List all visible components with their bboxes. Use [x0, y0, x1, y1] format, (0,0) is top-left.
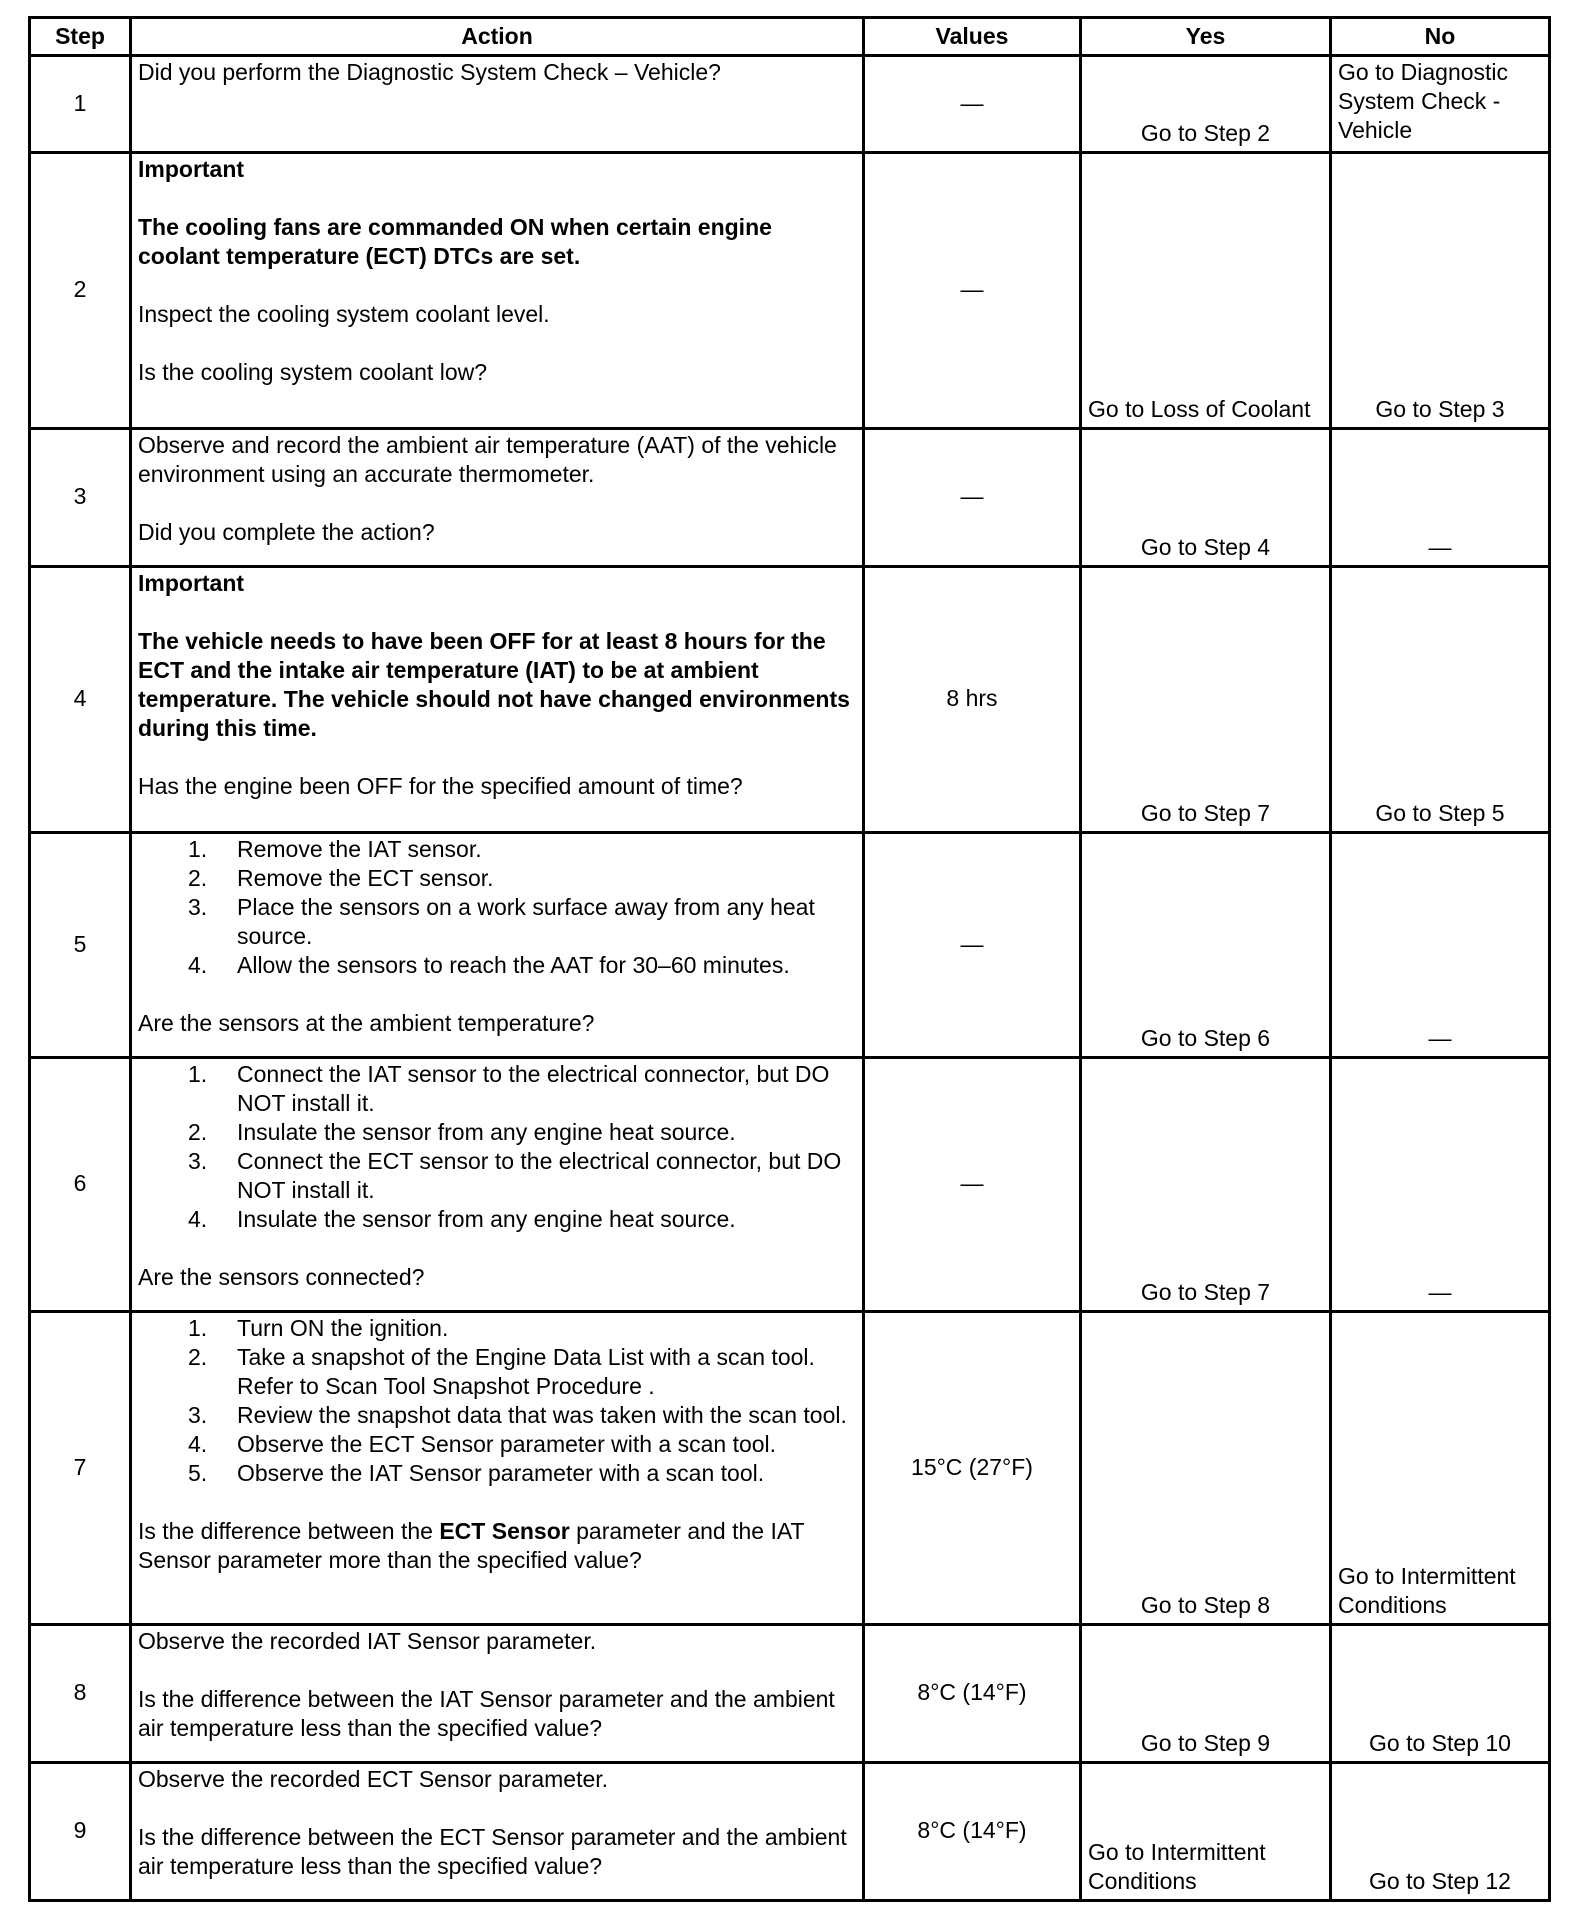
action-question: Is the difference between the IAT Sensor parameter and the ambient air temperature less than the specified value? — [138, 1686, 835, 1741]
action-text: Observe and record the ambient air temperature (AAT) of the vehicle environment using an accurate thermometer. — [138, 432, 837, 487]
action-text: Observe the recorded ECT Sensor parameter. — [138, 1766, 609, 1792]
action-cell — [131, 567, 864, 833]
action-question: Are the sensors connected? — [138, 1264, 425, 1290]
yes-link[interactable]: Go to Step 9 — [1081, 1625, 1331, 1763]
list-item: 5. Observe the IAT Sensor parameter with a scan tool. — [188, 1460, 765, 1486]
list-item: 3. Place the sensors on a work surface away from any heat source. — [188, 894, 815, 949]
values-cell: — — [864, 833, 1081, 1058]
values-cell: 8 hrs — [864, 567, 1081, 833]
yes-link[interactable]: Go to Step 6 — [1081, 833, 1331, 1058]
values-cell: 8°C (14°F) — [864, 1625, 1081, 1763]
values-cell: 8°C (14°F) — [864, 1763, 1081, 1901]
list-item: 4. Allow the sensors to reach the AAT for 30–60 minutes. — [188, 952, 790, 978]
action-cell — [131, 1312, 864, 1625]
no-value: — — [1331, 833, 1550, 1058]
action-cell — [131, 153, 864, 429]
important-note: The cooling fans are commanded ON when certain engine coolant temperature (ECT) DTCs are set. — [138, 214, 772, 269]
list-item: 1. Remove the IAT sensor. — [188, 836, 482, 862]
list-item: 3. Review the snapshot data that was taken with the scan tool. — [188, 1402, 847, 1428]
list-item: 3. Connect the ECT sensor to the electrical connector, but DO NOT install it. — [188, 1148, 842, 1203]
step-number: 5 — [30, 833, 131, 1058]
header-action: Action — [131, 18, 864, 56]
yes-link[interactable]: Go to Intermittent Conditions — [1081, 1763, 1331, 1901]
step-number: 2 — [30, 153, 131, 429]
header-yes: Yes — [1081, 18, 1331, 56]
procedure-list — [138, 1314, 856, 1488]
step-number: 4 — [30, 567, 131, 833]
values-cell: — — [864, 153, 1081, 429]
diagnostic-table — [28, 16, 1551, 1902]
procedure-list — [138, 835, 856, 980]
yes-link[interactable]: Go to Step 2 — [1081, 56, 1331, 153]
list-item: 4. Insulate the sensor from any engine heat source. — [188, 1206, 736, 1232]
table-row — [30, 56, 1550, 153]
action-question: Is the cooling system coolant low? — [138, 359, 488, 385]
step-number: 8 — [30, 1625, 131, 1763]
table-row — [30, 1625, 1550, 1763]
no-link[interactable]: Go to Diagnostic System Check - Vehicle — [1331, 56, 1550, 153]
table-row — [30, 1763, 1550, 1901]
table-row — [30, 153, 1550, 429]
values-cell: — — [864, 56, 1081, 153]
table-row — [30, 1312, 1550, 1625]
yes-link[interactable]: Go to Step 8 — [1081, 1312, 1331, 1625]
action-text: Observe the recorded IAT Sensor parameter. — [138, 1628, 597, 1654]
no-link[interactable]: Go to Step 5 — [1331, 567, 1550, 833]
important-label: Important — [138, 156, 245, 182]
table-row — [30, 1058, 1550, 1312]
action-question: Has the engine been OFF for the specified amount of time? — [138, 773, 743, 799]
header-row — [30, 18, 1550, 56]
action-cell — [131, 1058, 864, 1312]
no-value: — — [1331, 1058, 1550, 1312]
action-text: Did you perform the Diagnostic System Check – Vehicle? — [138, 59, 721, 85]
important-note: The vehicle needs to have been OFF for at least 8 hours for the ECT and the intake air temperature (IAT) to be at ambient temperature. The vehicle should not have changed environments during this time. — [138, 628, 850, 741]
table-row — [30, 567, 1550, 833]
yes-link[interactable]: Go to Step 7 — [1081, 1058, 1331, 1312]
no-link[interactable]: Go to Step 12 — [1331, 1763, 1550, 1901]
action-cell — [131, 833, 864, 1058]
list-item: 4. Observe the ECT Sensor parameter with a scan tool. — [188, 1431, 777, 1457]
action-question: Is the difference between the ECT Sensor parameter and the IAT Sensor parameter more than the specified value? — [138, 1518, 805, 1573]
list-item: 2. Remove the ECT sensor. — [188, 865, 494, 891]
action-text: Inspect the cooling system coolant level. — [138, 301, 550, 327]
action-question: Are the sensors at the ambient temperature? — [138, 1010, 595, 1036]
list-item: 2. Take a snapshot of the Engine Data List with a scan tool. Refer to Scan Tool Snapshot Procedure . — [188, 1344, 815, 1399]
action-cell — [131, 429, 864, 567]
important-label: Important — [138, 570, 245, 596]
values-cell: 15°C (27°F) — [864, 1312, 1081, 1625]
yes-link[interactable]: Go to Step 7 — [1081, 567, 1331, 833]
step-number: 6 — [30, 1058, 131, 1312]
action-question: Is the difference between the ECT Sensor parameter and the ambient air temperature less than the specified value? — [138, 1824, 847, 1879]
header-no: No — [1331, 18, 1550, 56]
action-cell — [131, 1625, 864, 1763]
no-value: — — [1331, 429, 1550, 567]
values-cell: — — [864, 429, 1081, 567]
yes-link[interactable]: Go to Step 4 — [1081, 429, 1331, 567]
values-cell: — — [864, 1058, 1081, 1312]
header-step: Step — [30, 18, 131, 56]
step-number: 7 — [30, 1312, 131, 1625]
table-row — [30, 833, 1550, 1058]
no-link[interactable]: Go to Step 10 — [1331, 1625, 1550, 1763]
step-number: 3 — [30, 429, 131, 567]
no-link[interactable]: Go to Step 3 — [1331, 153, 1550, 429]
list-item: 2. Insulate the sensor from any engine heat source. — [188, 1119, 736, 1145]
list-item: 1. Connect the IAT sensor to the electrical connector, but DO NOT install it. — [188, 1061, 830, 1116]
table-row — [30, 429, 1550, 567]
procedure-list — [138, 1060, 856, 1234]
no-link[interactable]: Go to Intermittent Conditions — [1331, 1312, 1550, 1625]
list-item: 1. Turn ON the ignition. — [188, 1315, 449, 1341]
action-cell — [131, 56, 864, 153]
yes-link[interactable]: Go to Loss of Coolant — [1081, 153, 1331, 429]
step-number: 9 — [30, 1763, 131, 1901]
action-question: Did you complete the action? — [138, 519, 435, 545]
step-number: 1 — [30, 56, 131, 153]
action-cell — [131, 1763, 864, 1901]
header-values: Values — [864, 18, 1081, 56]
